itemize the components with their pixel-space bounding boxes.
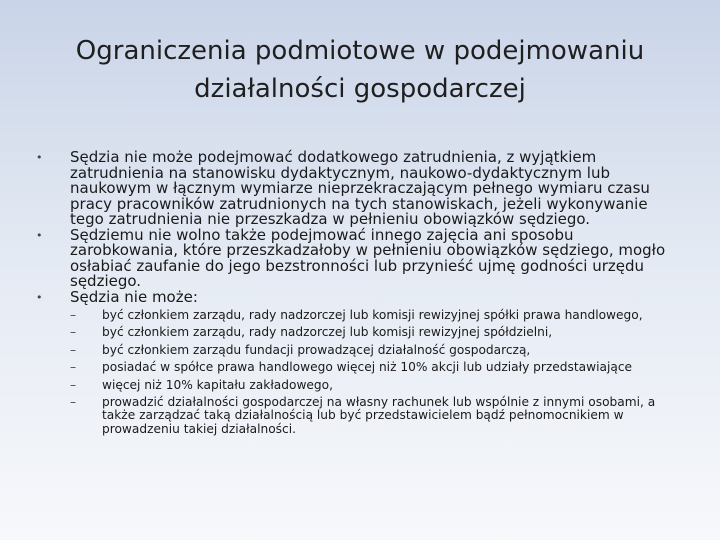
- sub-bullet-item: [70, 361, 686, 374]
- bullet-text: Sędziemu nie wolno także podejmować innego zajęcia ani sposobu zarobkowania, które przeszkadzałoby w pełnieniu obowiązków sędziego, mogło osłabiać zaufanie do jego bezstronności lub przynieść ujmę godności urzędu sędziego.: [70, 225, 666, 290]
- sub-bullet-text: być członkiem zarządu, rady nadzorczej lub komisji rewizyjnej spółdzielni,: [102, 325, 553, 340]
- bullet-marker: •: [36, 151, 43, 164]
- sub-bullet-text: być członkiem zarządu, rady nadzorczej lub komisji rewizyjnej spółki prawa handlowego,: [102, 308, 643, 322]
- slide-title: Ograniczenia podmiotowe w podejmowaniu działalności gospodarczej: [75, 36, 645, 104]
- bullet-text: Sędzia nie może podejmować dodatkowego zatrudnienia, z wyjątkiem zatrudnienia na stanowisku dydaktycznym, naukowo-dydaktycznym lub naukowym w łącznym wymiarze nieprzekraczającym pełnego wymiaru czasu pracy pracowników zatrudnionych na tych stanowiskach, jeżeli wykonywanie tego zatrudnienia nie przeszkadza w pełnieniu obowiązków sędziego.: [70, 148, 650, 228]
- bullet-item: [36, 287, 686, 437]
- dash-marker: –: [70, 342, 77, 357]
- slide-body: [36, 150, 686, 440]
- bullet-list: [36, 150, 686, 436]
- bullet-marker: •: [36, 228, 43, 242]
- sub-bullet-item: [70, 326, 686, 339]
- dash-marker: –: [70, 360, 77, 375]
- sub-bullet-item: [70, 379, 686, 392]
- sub-bullet-item: [70, 309, 686, 322]
- sub-bullet-item: [70, 396, 686, 436]
- sub-bullet-list: [70, 309, 686, 436]
- bullet-text: Sędzia nie może:: [70, 287, 198, 306]
- sub-bullet-text: posiadać w spółce prawa handlowego więcej niż 10% akcji lub udziały przedstawiające: [102, 360, 633, 375]
- dash-marker: –: [70, 308, 77, 322]
- dash-marker: –: [70, 377, 77, 392]
- bullet-item: [36, 150, 686, 228]
- sub-bullet-text: prowadzić działalności gospodarczej na własny rachunek lub wspólnie z innymi osobami, a także zarządzać taką działalnością lub być przedstawicielem bądź pełnomocnikiem w prowadzeniu takiej działalności.: [102, 395, 656, 436]
- sub-bullet-item: [70, 344, 686, 357]
- dash-marker: –: [70, 395, 77, 410]
- bullet-marker: •: [36, 290, 43, 304]
- sub-bullet-text: więcej niż 10% kapitału zakładowego,: [102, 377, 333, 392]
- bullet-item: [36, 225, 686, 290]
- dash-marker: –: [70, 325, 77, 340]
- sub-bullet-text: być członkiem zarządu fundacji prowadzącej działalność gospodarczą,: [102, 342, 531, 357]
